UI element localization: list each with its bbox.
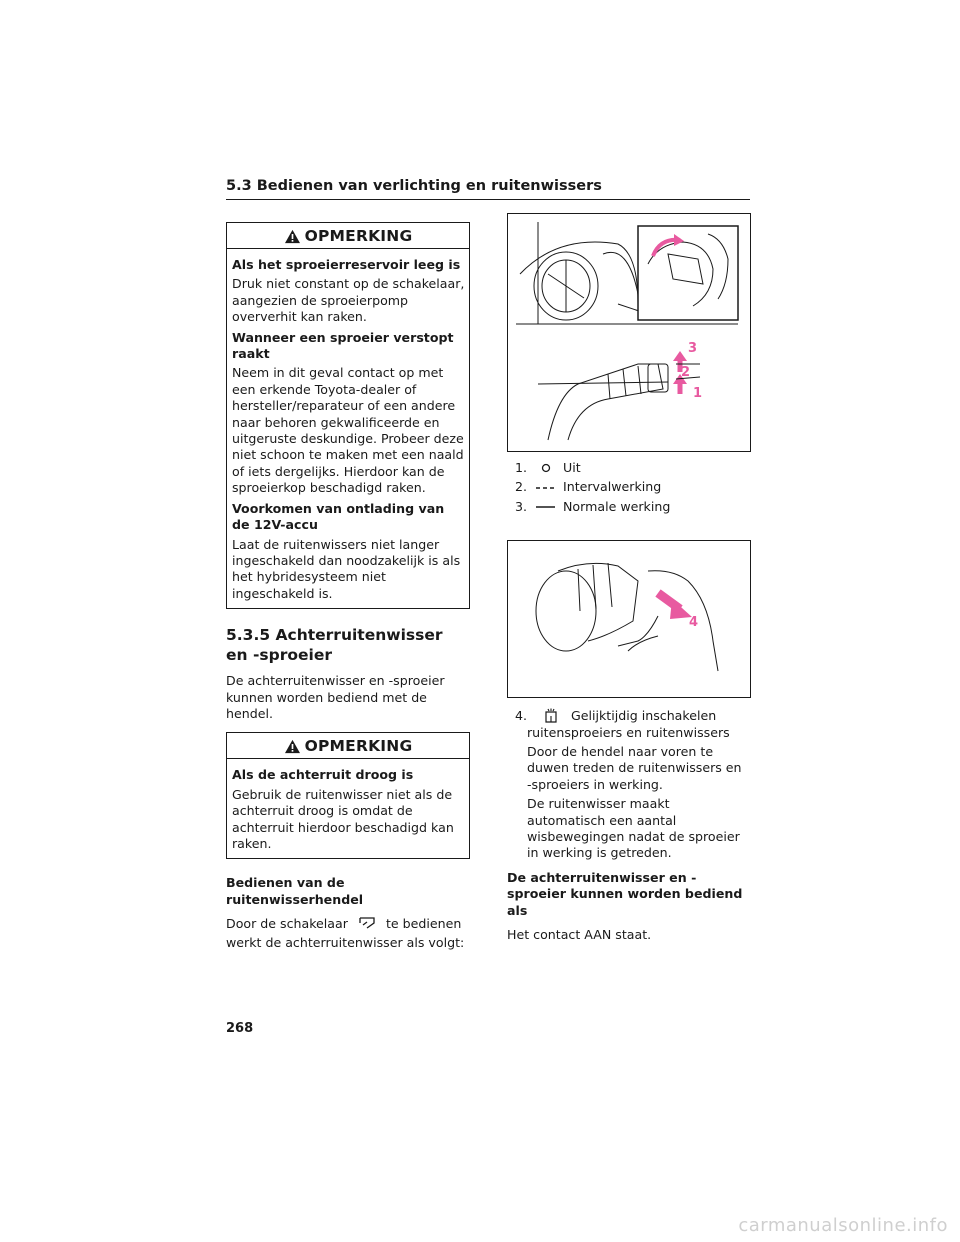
- rear-wiper-icon: [352, 916, 382, 934]
- notice-box: [226, 732, 470, 859]
- notice-subheading: Als de achterruit droog is: [232, 767, 414, 783]
- section-header: 5.3 Bedienen van verlichting en ruitenwissers: [226, 178, 750, 200]
- figure-label-2: 2: [681, 365, 691, 380]
- list-item: 1. Uit: [515, 460, 581, 475]
- condition-heading: De achterruitenwisser en -sproeier kunnen worden bediend als: [507, 869, 743, 918]
- page-number: 268: [226, 1021, 254, 1036]
- figure-washer-push: [507, 540, 751, 698]
- section-intro: De achterruitenwisser en -sproeier kunnen worden bediend met de hendel.: [226, 673, 445, 721]
- washer-icon: [531, 708, 571, 724]
- normal-icon: [531, 504, 561, 510]
- item-paragraph: Door de hendel naar voren te duwen treden de ruitenwissers en -sproeiers in werking.: [527, 744, 742, 792]
- notice-header: [227, 223, 469, 249]
- notice-text: Neem in dit geval contact op met een erkende Toyota-dealer of hersteller/reparateur of een andere naar behoren gekwalificeerde en uitgeruste deskundige. Probeer deze niet schoon te maken met een naald of iets dergelijks. Hierdoor kan de sproeierkop beschadigd raken.: [232, 365, 464, 496]
- push-arrow: [658, 593, 692, 619]
- notice-title: OPMERKING: [304, 227, 413, 245]
- figure-label-4: 4: [689, 615, 699, 631]
- notice-text: Druk niet constant op de schakelaar, aangezien de sproeierpomp oververhit kan raken.: [232, 276, 465, 325]
- watermark: carmanualsonline.info: [738, 1215, 948, 1236]
- washer-push-illustration: [508, 541, 750, 697]
- section-title: 5.3.5 Achterruitenwisser en -sproeier: [226, 626, 443, 665]
- item-paragraph: De ruitenwisser maakt automatisch een aantal wisbewegingen nadat de sproeier in werking is getreden.: [527, 796, 740, 861]
- condition-text: Het contact AAN staat.: [507, 927, 652, 943]
- figure-label-3: 3: [688, 341, 698, 356]
- notice-text: Gebruik de ruitenwisser niet als de achterruit droog is omdat de achterruit hierdoor beschadigd kan raken.: [232, 786, 454, 851]
- inset-box: [638, 226, 738, 320]
- off-icon: [531, 462, 561, 474]
- notice-subheading: Wanneer een sproeier verstopt raakt: [232, 329, 454, 362]
- notice-body: [227, 759, 469, 858]
- notice-subheading: Als het sproeierreservoir leeg is: [232, 257, 461, 272]
- notice-title: OPMERKING: [304, 737, 413, 756]
- warning-icon: [284, 229, 301, 244]
- list-item: 4. Gelijktijdig inschakelen ruitensproeiers en ruitenwissers Door de hendel naar voren te duwen treden de ruitenwissers en -sproeiers in werking. De ruitenwisser maakt automatisch een aantal wisbewegingen nadat de sproeier in werking is getreden.: [515, 708, 750, 862]
- notice-text: Laat de ruitenwissers niet langer ingeschakeld dan noodzakelijk is als het hybridesysteem niet ingeschakeld is.: [232, 536, 461, 601]
- notice-subheading: Voorkomen van ontlading van de 12V-accu: [232, 500, 445, 533]
- operate-text: Door de schakelaar te bedienen werkt de achterruitenwisser als volgt:: [226, 916, 465, 950]
- notice-header: [227, 733, 469, 759]
- notice-box: [226, 222, 470, 609]
- intermittent-icon: [531, 485, 561, 491]
- right-column: [507, 213, 750, 954]
- list-item: 2. Intervalwerking: [515, 479, 662, 495]
- warning-icon: [284, 739, 301, 754]
- list-item: 3. Normale werking: [515, 498, 671, 514]
- figure-label-1: 1: [693, 386, 703, 401]
- figure-wiper-lever: [507, 213, 751, 452]
- position-list: [515, 460, 750, 515]
- operate-heading: Bedienen van de ruitenwisserhendel: [226, 875, 364, 907]
- wiper-lever-illustration: [508, 214, 750, 451]
- left-column: [226, 222, 470, 961]
- notice-body: [227, 249, 469, 608]
